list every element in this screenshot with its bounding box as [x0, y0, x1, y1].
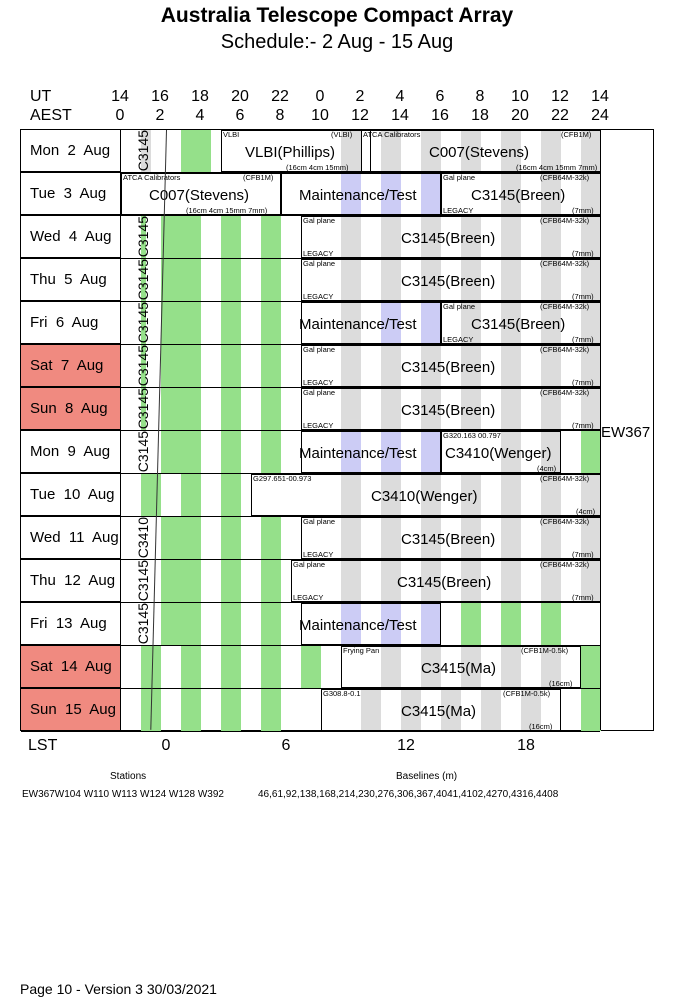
block-tag: Gal plane — [303, 216, 336, 225]
aest-tick-label: 10 — [311, 107, 329, 124]
schedule-row — [21, 388, 621, 431]
green-stripe — [221, 517, 241, 559]
block-tag: Gal plane — [303, 517, 336, 526]
lst-tick-label: 18 — [517, 737, 535, 754]
green-stripe — [161, 560, 181, 602]
block-name: C3145(Breen) — [401, 531, 496, 548]
block-tag: (CFB1M-0.5k) — [503, 689, 551, 698]
ew367-label: EW367 — [601, 424, 651, 441]
block-name: C3145(Breen) — [401, 230, 496, 247]
block-name: C3145(Breen) — [397, 574, 492, 591]
green-stripe — [461, 603, 481, 645]
block-name: C3415(Ma) — [421, 660, 497, 677]
aest-tick-label: 16 — [431, 107, 449, 124]
schedule-row — [21, 646, 621, 689]
block-receivers: (7mm) — [572, 249, 594, 258]
lst-label: LST — [28, 737, 58, 754]
green-stripe — [161, 603, 181, 645]
block-tag: Gal plane — [303, 259, 336, 268]
lst-tick-label: 6 — [281, 737, 291, 754]
day-label: Mon 9 Aug — [21, 431, 121, 473]
ut-tick-label: 22 — [271, 88, 289, 105]
green-stripe — [221, 345, 241, 387]
ut-tick-label: 14 — [591, 88, 609, 105]
green-stripe — [221, 216, 241, 258]
block-name: VLBI(Phillips) — [245, 144, 336, 161]
block-tag: (CFB64M-32k) — [540, 388, 590, 397]
green-stripe — [261, 388, 281, 430]
page-footer: Page 10 - Version 3 30/03/2021 — [20, 981, 217, 997]
green-stripe — [201, 130, 211, 172]
ut-tick-label: 14 — [111, 88, 129, 105]
row-divider — [21, 731, 600, 732]
block-tag: G308.8-0.1 — [323, 689, 361, 698]
ut-tick-label: 4 — [395, 88, 405, 105]
block-tag: G297.651-00.973 — [253, 474, 312, 483]
schedule-row — [21, 302, 621, 345]
aest-tick-label: 18 — [471, 107, 489, 124]
stations-title: Stations — [110, 771, 147, 782]
schedule-row — [21, 603, 621, 646]
vertical-program-label: C3145 — [135, 560, 151, 602]
aest-tick-label: 8 — [275, 107, 285, 124]
green-stripe — [181, 431, 201, 473]
baselines-value: 46,61,92,138,168,214,230,276,306,367,4041,4102,4270,4316,4408 — [258, 789, 559, 800]
block-receivers: (7mm) — [572, 292, 594, 301]
block-tag: (CFB1M-0.5k) — [521, 646, 569, 655]
day-label: Mon 2 Aug — [21, 130, 121, 172]
schedule-row — [21, 474, 621, 517]
block-tag: LEGACY — [303, 550, 334, 559]
page-title: Australia Telescope Compact Array — [160, 4, 514, 27]
green-stripe — [161, 345, 181, 387]
ut-tick-label: 16 — [151, 88, 169, 105]
green-stripe — [181, 216, 201, 258]
green-stripe — [161, 302, 181, 344]
ut-tick-label: 2 — [355, 88, 365, 105]
schedule-row — [21, 345, 621, 388]
aest-tick-label: 0 — [115, 107, 125, 124]
green-stripe — [221, 689, 241, 731]
day-label: Tue 10 Aug — [21, 474, 121, 516]
vertical-program-label: C3145 — [135, 259, 151, 301]
green-stripe — [261, 517, 281, 559]
block-tag: (CFB64M-32k) — [540, 302, 590, 311]
day-label: Thu 12 Aug — [21, 560, 121, 602]
aest-tick-label: 22 — [551, 107, 569, 124]
green-stripe — [541, 603, 561, 645]
block-tag: (CFB64M-32k) — [540, 173, 590, 182]
green-stripe — [261, 646, 281, 688]
aest-label: AEST — [30, 107, 72, 124]
vertical-program-label: C3145 — [135, 431, 151, 473]
green-stripe — [181, 345, 201, 387]
aest-tick-label: 6 — [235, 107, 245, 124]
stations-value: EW367W104 W110 W113 W124 W128 W392 — [22, 789, 224, 800]
block-receivers: (16cm) — [529, 722, 553, 731]
block-tag: (CFB1M) — [243, 173, 274, 182]
schedule-row — [21, 173, 621, 216]
block-tag: Gal plane — [443, 302, 476, 311]
green-stripe — [161, 388, 181, 430]
ut-tick-label: 12 — [551, 88, 569, 105]
green-stripe — [161, 431, 181, 473]
block-name: C3145(Breen) — [471, 316, 566, 333]
day-label: Fri 13 Aug — [21, 603, 121, 645]
block-tag: LEGACY — [443, 206, 474, 215]
green-stripe — [181, 302, 201, 344]
block-tag: LEGACY — [303, 378, 334, 387]
ut-label: UT — [30, 88, 52, 105]
schedule-row — [21, 431, 621, 474]
block-tag: LEGACY — [303, 421, 334, 430]
ut-tick-label: 18 — [191, 88, 209, 105]
green-stripe — [161, 259, 181, 301]
aest-tick-label: 24 — [591, 107, 609, 124]
block-tag: ATCA Calibrators — [123, 173, 181, 182]
green-stripe — [181, 646, 201, 688]
green-stripe — [581, 689, 601, 731]
block-name: C007(Stevens) — [429, 144, 530, 161]
block-receivers: (7mm) — [572, 206, 594, 215]
green-stripe — [581, 431, 601, 473]
day-label: Sat 14 Aug — [21, 646, 121, 688]
aest-tick-label: 20 — [511, 107, 529, 124]
vertical-program-label: C3145 — [135, 388, 151, 430]
block-receivers: (4cm) — [537, 464, 557, 473]
green-stripe — [221, 302, 241, 344]
green-stripe — [181, 517, 201, 559]
ut-tick-label: 20 — [231, 88, 249, 105]
block-name: C3145(Breen) — [471, 187, 566, 204]
aest-tick-label: 12 — [351, 107, 369, 124]
block-name: C3145(Breen) — [401, 402, 496, 419]
block-name: Maintenance/Test — [299, 316, 417, 333]
aest-tick-label: 14 — [391, 107, 409, 124]
green-stripe — [221, 431, 241, 473]
block-tag: Gal plane — [303, 388, 336, 397]
block-name: C007(Stevens) — [149, 187, 250, 204]
schedule-row — [21, 560, 621, 603]
block-tag: (CFB64M-32k) — [540, 517, 590, 526]
ut-tick-label: 10 — [511, 88, 529, 105]
vertical-program-label: C3145 — [135, 345, 151, 387]
block-tag: Gal plane — [293, 560, 326, 569]
vertical-program-label: C3145 — [135, 603, 151, 645]
block-receivers: (7mm) — [572, 421, 594, 430]
schedule-row — [21, 130, 621, 173]
green-stripe — [181, 388, 201, 430]
day-label: Wed 4 Aug — [21, 216, 121, 258]
green-stripe — [261, 560, 281, 602]
block-tag: LEGACY — [303, 292, 334, 301]
block-tag: LEGACY — [303, 249, 334, 258]
day-label: Wed 11 Aug — [21, 517, 121, 559]
green-stripe — [261, 345, 281, 387]
green-stripe — [221, 646, 241, 688]
block-tag: Frying Pan — [343, 646, 380, 655]
vertical-program-label: C3145 — [135, 216, 151, 258]
green-stripe — [221, 474, 241, 516]
green-stripe — [261, 216, 281, 258]
block-tag: ATCA Calibrators — [363, 130, 421, 139]
green-stripe — [261, 302, 281, 344]
block-name: C3145(Breen) — [401, 359, 496, 376]
schedule-row — [21, 689, 621, 732]
green-stripe — [141, 474, 161, 516]
day-label: Sun 15 Aug — [21, 689, 121, 731]
green-stripe — [221, 388, 241, 430]
block-tag: (CFB64M-32k) — [540, 474, 590, 483]
schedule-grid — [20, 129, 654, 731]
vertical-program-label: C3145 — [135, 302, 151, 344]
schedule-row — [21, 216, 621, 259]
green-stripe — [261, 259, 281, 301]
schedule-subtitle: Schedule:- 2 Aug - 15 Aug — [220, 31, 454, 53]
lst-tick-label: 12 — [397, 737, 415, 754]
ut-tick-label: 8 — [475, 88, 485, 105]
green-stripe — [581, 646, 601, 688]
block-tag: (CFB64M-32k) — [540, 560, 590, 569]
baselines-title: Baselines (m) — [396, 771, 458, 782]
green-stripe — [181, 259, 201, 301]
block-name: C3410(Wenger) — [445, 445, 552, 462]
green-stripe — [261, 603, 281, 645]
block-receivers: (16cm 4cm 15mm) — [286, 163, 349, 172]
green-stripe — [261, 689, 281, 731]
ut-tick-label: 0 — [315, 88, 325, 105]
block-name: C3410(Wenger) — [371, 488, 478, 505]
block-tag: Gal plane — [443, 173, 476, 182]
block-receivers: (7mm) — [572, 378, 594, 387]
ut-tick-label: 6 — [435, 88, 445, 105]
green-stripe — [181, 689, 201, 731]
block-receivers: (16cm 4cm 15mm 7mm) — [186, 206, 268, 215]
aest-tick-label: 4 — [195, 107, 205, 124]
green-stripe — [501, 603, 521, 645]
block-receivers: (7mm) — [572, 335, 594, 344]
block-name: C3145(Breen) — [401, 273, 496, 290]
green-stripe — [301, 646, 321, 688]
block-tag: LEGACY — [443, 335, 474, 344]
green-stripe — [221, 560, 241, 602]
lst-tick-label: 0 — [161, 737, 171, 754]
vertical-program-label: C3145 — [135, 130, 151, 172]
block-name: Maintenance/Test — [299, 187, 417, 204]
green-stripe — [181, 474, 201, 516]
green-stripe — [181, 560, 201, 602]
block-name: Maintenance/Test — [299, 445, 417, 462]
green-stripe — [181, 603, 201, 645]
block-tag: VLBI — [223, 130, 240, 139]
day-label: Fri 6 Aug — [21, 302, 121, 344]
block-tag: (CFB64M-32k) — [540, 216, 590, 225]
green-stripe — [161, 517, 181, 559]
aest-tick-label: 2 — [155, 107, 165, 124]
block-tag: (CFB64M-32k) — [540, 345, 590, 354]
block-tag: (CFB1M) — [561, 130, 592, 139]
day-label: Sat 7 Aug — [21, 345, 121, 387]
day-label: Sun 8 Aug — [21, 388, 121, 430]
schedule-row — [21, 259, 621, 302]
block-tag: LEGACY — [293, 593, 324, 602]
vertical-program-label: C3410 — [135, 517, 151, 559]
block-tag: (VLBI) — [331, 130, 353, 139]
day-label: Tue 3 Aug — [21, 173, 121, 215]
block-tag: (CFB64M-32k) — [540, 259, 590, 268]
day-label: Thu 5 Aug — [21, 259, 121, 301]
green-stripe — [221, 603, 241, 645]
green-stripe — [221, 259, 241, 301]
block-tag: G320.163 00.797 — [443, 431, 501, 440]
green-stripe — [181, 130, 201, 172]
block-receivers: (16cm) — [549, 679, 573, 688]
green-stripe — [261, 431, 281, 473]
block-name: C3415(Ma) — [401, 703, 477, 720]
schedule-row — [21, 517, 621, 560]
block-receivers: (4cm) — [576, 507, 596, 516]
block-tag: Gal plane — [303, 345, 336, 354]
block-receivers: (7mm) — [572, 593, 594, 602]
block-receivers: (7mm) — [572, 550, 594, 559]
block-name: Maintenance/Test — [299, 617, 417, 634]
block-receivers: (16cm 4cm 15mm 7mm) — [516, 163, 598, 172]
